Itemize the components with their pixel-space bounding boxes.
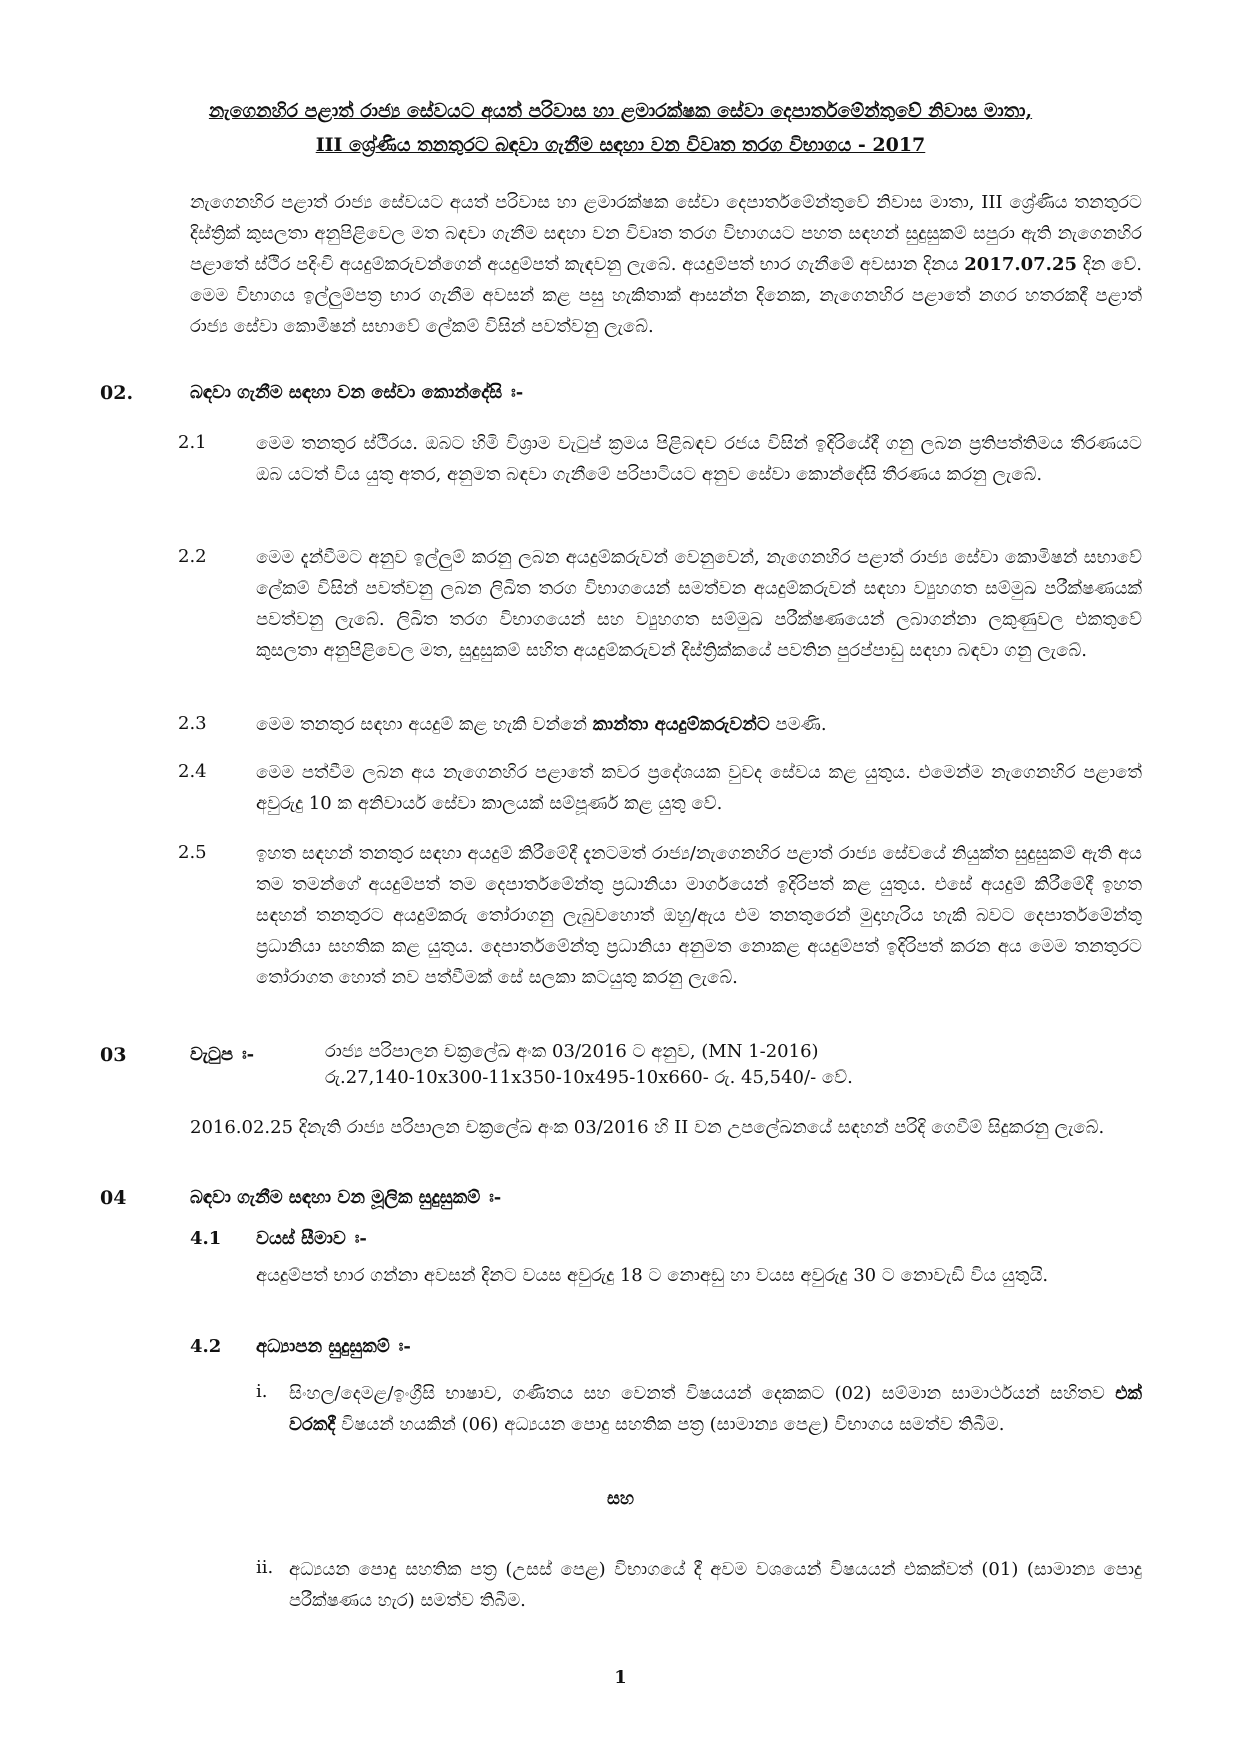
- item-2-1-text: මෙම තනතුර ස්ථිරය. ඔබට හිමි විශ්‍රාම වැටුප් ක්‍රමය පිළිබඳව රජය විසින් ඉදිරියේදී ගනු ලබන ප්‍රතිපත්තිමය තීරණයට ඔබ යටත් විය යුතු අතර, අනුමත බඳවා ගැනීමේ පරිපාටියට අනුව සේවා කොන්දේසි තීරණය කරනු ලැබේ.: [256, 433, 1142, 485]
- intro-text-1: නැගෙනහිර පළාත් රාජ්‍ය සේවයට අයත් පරිවාස හා ළමාරක්ෂක සේවා දෙපාර්තමේන්තුවේ නිවාස මාතා, III ශ්‍රේණිය තනතුරට දිස්ත්‍රික් කුසලතා අනුපිළිවෙල මත බඳවා ගැනීම සඳහා වන විවෘත තරග විභාගයට පහත සඳහන් සුදුසුකම් සපුරා ඇති නැගෙනහිර පළාතේ ස්ථිර පදිංචි අයදුම්කරුවන්ගෙන් අයදුම්පත් කැඳවනු ලැබේ. අයදුම්පත් භාර ගැනීමේ අවසාන දිනය: [190, 192, 1142, 275]
- intro-paragraph: [190, 187, 1142, 342]
- salary-scale-line: රු.27,140-10x300-11x350-10x495-10x660- රු. 45,540/- වේ.: [325, 1067, 853, 1088]
- closing-date: 2017.07.25: [964, 254, 1077, 275]
- item-4-2-heading: අධ්‍යාපන සුදුසුකම් ඃ-: [256, 1336, 411, 1357]
- item-4-2-number: 4.2: [190, 1336, 222, 1357]
- item-4-1-text: අයදුම්පත් භාර ගන්නා අවසන් දිනට වයස අවුරුදු 18 ට නොඅඩු හා වයස අවුරුදු 30 ට නොවැඩි විය යුතුයි.: [256, 1265, 1049, 1286]
- item-4-1-heading: වයස් සීමාව ඃ-: [256, 1228, 367, 1249]
- item-2-5-text: ඉහත සඳහන් තනතුර සඳහා අයදුම් කිරීමේදී දැනටමත් රාජ්‍ය/නැගෙනහිර පළාත් රාජ්‍ය සේවයේ නියුක්ත සුදුසුකම් ඇති අය තම තමන්ගේ අයදුම්පත් තම දෙපාර්තමේන්තු ප්‍රධානියා මාර්ගයෙන් ඉදිරිපත් කළ යුතුය. එසේ අයදුම් කිරීමේදී ඉහත සඳහන් තනතුරට අයදුම්කරු තෝරාගනු ලැබුවහොත් ඔහු/ඇය එම තනතුරෙන් මුදාහැරිය හැකි බවට දෙපාර්තමේන්තු ප්‍රධානියා සහතික කළ යුතුය. දෙපාර්තමේන්තු ප්‍රධානියා අනුමත නොකළ අයදුම්පත් ඉදිරිපත් කරන අය මෙම තනතුරට තෝරාගත හොත් නව පත්වීමක් සේ සලකා කටයුතු කරනු ලැබේ.: [256, 843, 1142, 988]
- section-03-number: 03: [100, 1044, 127, 1066]
- item-i-number: i.: [256, 1381, 268, 1402]
- section-02-heading: බඳවා ගැනීම සඳහා වන සේවා කොන්දේසි ඃ-: [190, 382, 524, 403]
- section-04-number: 04: [100, 1187, 127, 1209]
- item-2-2-text: මෙම දැන්වීමට අනුව ඉල්ලුම් කරනු ලබන අයදුම්කරුවන් වෙනුවෙන්, නැගෙනහිර පළාත් රාජ්‍ය සේවා කොමිෂන් සභාවේ ලේකම් විසින් පවත්වනු ලබන ලිඛිත තරග විභාගයෙන් සමත්වන අයදුම්කරුවන් සඳහා ව්‍යුහගත සම්මුඛ පරීක්ෂණයක් පවත්වනු ලැබේ. ලිඛිත තරග විභාගයෙන් සහ ව්‍යුහගත සම්මුඛ පරීක්ෂණයෙන් ලබාගන්නා ලකුණුවල එකතුවේ කුසලතා අනුපිළිවෙල මත, සුදුසුකම් සහිත අයදුම්කරුවන් දිස්ත්‍රික්කයේ පවතින පුරප්පාඩු සඳහා බඳවා ගනු ලැබේ.: [256, 547, 1142, 661]
- item-ii-text: අධ්‍යයන පොදු සහතික පත්‍ර (උසස් පෙළ) විභාගයේ දී අවම වශයෙන් විෂයයන් එකක්වත් (01) (සාමාන්‍ය පොදු පරීක්ෂණය හැර) සමත්ව තිබීම.: [289, 1559, 1142, 1611]
- item-2-1-number: 2.1: [178, 432, 207, 453]
- document-title-line-1: නැගෙනහිර පළාත් රාජ්‍ය සේවයට අයත් පරිවාස හා ළමාරක්ෂක සේවා දෙපාර්තමේන්තුවේ නිවාස මාතා,: [208, 100, 1033, 122]
- item-2-3-text: [256, 709, 1142, 740]
- item-2-3-text-post: පමණි.: [769, 714, 827, 735]
- section-04-heading: බඳවා ගැනීම සඳහා වන මූලික සුදුසුකම් ඃ-: [190, 1187, 502, 1208]
- item-i-text-pre: සිංහල/දෙමළ/ඉංග්‍රීසි භාෂාව, ගණිතය සහ වෙනත් විෂයයන් දෙකකට (02) සම්මාන සාමාර්ථයන් සහිතව: [289, 1383, 1116, 1404]
- item-2-3-text-bold: කාන්තා අයදුම්කරුවන්ට: [592, 714, 770, 735]
- section-02-number: 02.: [100, 382, 134, 404]
- salary-circular-line: රාජ්‍ය පරිපාලන චක්‍රලේඛ අංක 03/2016 ට අනුව, (MN 1-2016): [325, 1041, 819, 1062]
- section-03-heading: වැටුප ඃ-: [190, 1044, 255, 1065]
- item-2-4-text: මෙම පත්වීම ලබන අය නැගෙනහිර පළාතේ කවර ප්‍රදේශයක වුවද සේවය කළ යුතුය. එමෙන්ම නැගෙනහිර පළාතේ අවුරුදු 10 ක අනිවාර්ය සේවා කාලයක් සම්පූර්ණ කළ යුතු වේ.: [256, 762, 1142, 814]
- item-4-1-number: 4.1: [190, 1228, 222, 1249]
- intro-text-2: දින වේ. මෙම විභාගය ඉල්ලුම්පත්‍ර භාර ගැනීම අවසන් කළ පසු හැකිතාක් ආසන්න දිනෙක, නැගෙනහිර පළාතේ නගර හතරකදී පළාත් රාජ්‍ය සේවා කොමිෂන් සභාවේ ලේකම් විසින් පවත්වනු ලැබේ.: [190, 254, 1142, 337]
- item-i-text-post: විෂයන් හයකින් (06) අධ්‍යයන පොදු සහතික පත්‍ර (සාමාන්‍ය පෙළ) විභාගය සමත්ව තිබීම.: [335, 1414, 1005, 1435]
- salary-note: 2016.02.25 දිනැති රාජ්‍ය පරිපාලන චක්‍රලේඛ අංක 03/2016 හි II වන උපලේඛනයේ සඳහන් පරිදි ගෙවීම් සිදුකරනු ලැබේ.: [190, 1117, 1105, 1138]
- page-number: 1: [614, 1667, 627, 1688]
- item-ii-number: ii.: [256, 1557, 274, 1578]
- item-i-text: [289, 1378, 1142, 1440]
- item-i-text-bold: එක් වරකදී: [289, 1383, 1142, 1435]
- item-2-2-number: 2.2: [178, 546, 207, 567]
- and-connector: සහ: [606, 1488, 635, 1509]
- item-2-3-text-pre: මෙම තනතුර සඳහා අයදුම් කළ හැකි වන්නේ: [256, 714, 593, 735]
- item-2-4-number: 2.4: [178, 761, 207, 782]
- item-2-3-number: 2.3: [178, 713, 207, 734]
- item-2-5-number: 2.5: [178, 842, 207, 863]
- document-title-line-2: III ශ්‍රේණිය තනතුරට බඳවා ගැනීම සඳහා වන විවෘත තරග විභාගය - 2017: [315, 134, 926, 156]
